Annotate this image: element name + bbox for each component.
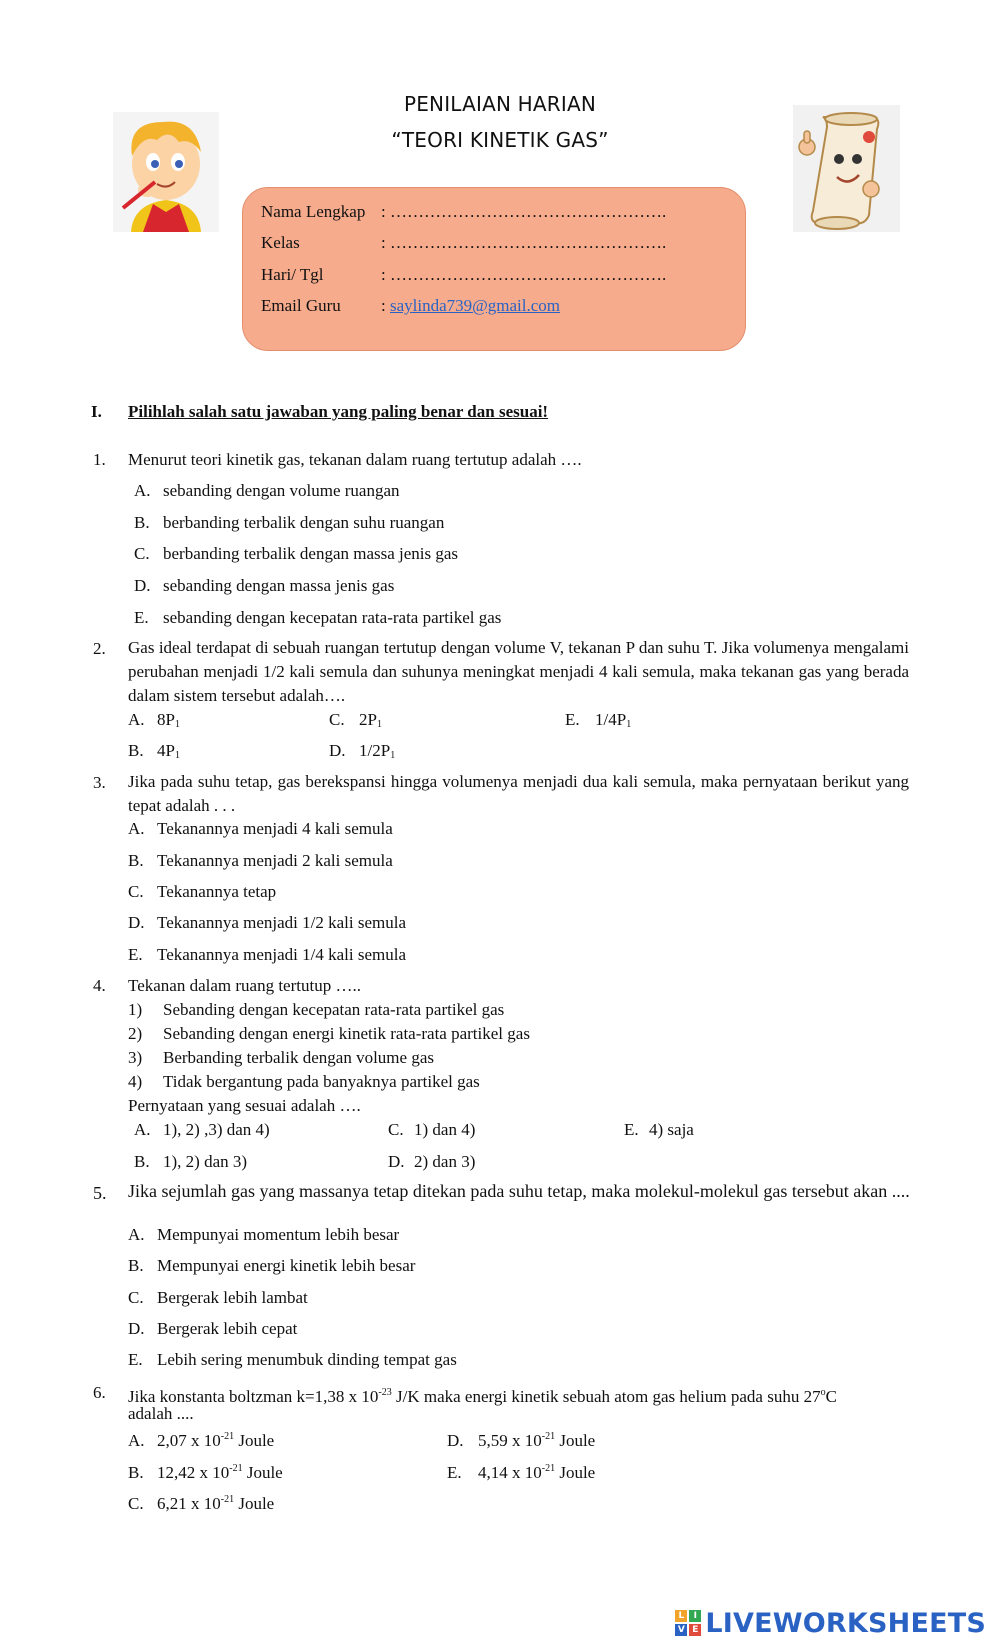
option-text: 1), 2) ,3) dan 4) — [163, 1120, 270, 1139]
answer-option[interactable] — [447, 1426, 595, 1452]
answer-option[interactable] — [128, 1287, 308, 1309]
option-text: sebanding dengan volume ruangan — [163, 481, 400, 500]
statement-text: Sebanding dengan energi kinetik rata-rata partikel gas — [163, 1024, 530, 1043]
option-text: Bergerak lebih cepat — [157, 1319, 298, 1338]
option-letter: A. — [128, 1225, 145, 1244]
question-text: Gas ideal terdapat di sebuah ruangan tertutup dengan volume V, tekanan P dan suhu T. Jika volumenya mengalami perubahan menjadi 1/2 kali semula dan suhunya meningkat menjadi 4 kali semula, maka tekanan gas yang berada dalam sistem tersebut adalah…. — [128, 638, 909, 705]
option-letter: B. — [128, 851, 144, 870]
answer-option[interactable] — [128, 1349, 457, 1371]
info-label: Kelas — [261, 233, 300, 252]
question-text-part: Jika konstanta boltzman k=1,38 x 10 — [128, 1387, 379, 1406]
answer-option[interactable] — [134, 512, 444, 534]
option-text: Tekanannya menjadi 2 kali semula — [157, 851, 393, 870]
option-text: 5,59 x 10 — [478, 1431, 542, 1450]
teacher-email-link[interactable]: saylinda739@gmail.com — [389, 296, 561, 315]
answer-option[interactable] — [128, 1489, 274, 1515]
answer-option[interactable] — [624, 1119, 694, 1141]
answer-option[interactable] — [128, 1458, 283, 1484]
option-letter: A. — [128, 1431, 145, 1450]
option-letter: A. — [128, 710, 145, 729]
answer-option[interactable] — [134, 1151, 247, 1173]
question-text: Tekanan dalam ruang tertutup ….. — [128, 976, 361, 995]
statement-number: 1) — [128, 1000, 143, 1019]
statement-text: Berbanding terbalik dengan volume gas — [163, 1048, 434, 1067]
unit: Joule — [234, 1431, 275, 1450]
answer-option[interactable] — [128, 850, 393, 872]
subscript: 1 — [390, 750, 396, 761]
answer-option[interactable] — [565, 709, 631, 736]
section-number: I. — [91, 402, 102, 421]
statement-number: 3) — [128, 1048, 143, 1067]
option-letter: B. — [128, 741, 144, 760]
answer-option[interactable] — [128, 881, 276, 903]
boy-thinking-illustration — [113, 112, 219, 232]
option-letter: E. — [447, 1463, 462, 1482]
logo-letter: L — [675, 1610, 687, 1622]
info-row-name[interactable] — [261, 200, 666, 224]
answer-option[interactable] — [447, 1458, 595, 1484]
option-letter: D. — [447, 1431, 464, 1450]
option-letter: E. — [624, 1120, 639, 1139]
degree-mark: o — [820, 1387, 826, 1398]
option-text: 8P — [157, 710, 175, 729]
answer-option[interactable] — [134, 575, 394, 597]
question-text: Menurut teori kinetik gas, tekanan dalam ruang tertutup adalah …. — [128, 450, 582, 469]
option-letter: B. — [134, 1152, 150, 1171]
exponent: -23 — [378, 1387, 392, 1398]
info-label: Nama Lengkap — [261, 202, 366, 221]
exponent: -21 — [220, 1494, 235, 1505]
option-letter: C. — [128, 1494, 144, 1513]
option-text: berbanding terbalik dengan suhu ruangan — [163, 513, 445, 532]
option-text: berbanding terbalik dengan massa jenis gas — [163, 544, 459, 563]
option-text: 1/2P — [359, 741, 391, 760]
option-letter: E. — [134, 608, 149, 627]
option-text: 2P — [359, 710, 377, 729]
option-text: 4,14 x 10 — [478, 1463, 542, 1482]
option-letter: E. — [128, 1350, 143, 1369]
subscript: 1 — [174, 750, 180, 761]
answer-option[interactable] — [134, 480, 400, 502]
option-letter: D. — [388, 1152, 405, 1171]
answer-option[interactable] — [388, 1151, 475, 1173]
question-number: 5. — [93, 1183, 107, 1203]
option-text: 2,07 x 10 — [157, 1431, 221, 1450]
page-title-line2: “TEORI KINETIK GAS” — [391, 128, 609, 152]
answer-option[interactable] — [388, 1119, 475, 1141]
statement-text: Tidak bergantung pada banyaknya partikel gas — [163, 1072, 480, 1091]
info-label: Hari/ Tgl — [261, 265, 324, 284]
option-text: 2) dan 3) — [414, 1152, 476, 1171]
statement-item — [128, 1023, 530, 1045]
option-text: Lebih sering menumbuk dinding tempat gas — [157, 1350, 457, 1369]
question-text: Jika sejumlah gas yang massanya tetap ditekan pada suhu tetap, maka molekul-molekul gas tersebut akan .... — [128, 1181, 910, 1201]
question-text-part: J/K maka energi kinetik sebuah atom gas helium pada suhu 27 — [391, 1387, 821, 1406]
question-text-line2: adalah .... — [128, 1404, 194, 1423]
option-letter: D. — [128, 1319, 145, 1338]
answer-option[interactable] — [128, 912, 406, 934]
option-letter: A. — [128, 819, 145, 838]
option-letter: B. — [128, 1256, 144, 1275]
unit: Joule — [234, 1494, 275, 1513]
logo-text: LIVEWORKSHEETS — [705, 1607, 986, 1639]
question-number: 1. — [93, 450, 106, 469]
logo-mark-icon — [675, 1610, 701, 1636]
option-text: Tekanannya tetap — [157, 882, 277, 901]
question-text — [128, 1382, 837, 1408]
unit: Joule — [555, 1431, 596, 1450]
option-text: Tekanannya menjadi 4 kali semula — [157, 819, 393, 838]
answer-option[interactable] — [128, 944, 406, 966]
question-text-part: C — [825, 1387, 837, 1406]
info-row-email — [261, 294, 560, 318]
exponent: -21 — [541, 1431, 556, 1442]
option-text: 6,21 x 10 — [157, 1494, 221, 1513]
info-value-blank: : …………………………………………. — [381, 265, 667, 284]
option-letter: A. — [134, 1120, 151, 1139]
option-text: Tekanannya menjadi 1/2 kali semula — [157, 913, 407, 932]
email-colon: : — [381, 296, 390, 315]
statement-number: 2) — [128, 1024, 143, 1043]
student-info-box — [242, 187, 746, 351]
statement-text: Sebanding dengan kecepatan rata-rata partikel gas — [163, 1000, 505, 1019]
unit: Joule — [555, 1463, 596, 1482]
subscript: 1 — [626, 719, 632, 730]
option-letter: D. — [134, 576, 151, 595]
logo-letter: E — [689, 1624, 701, 1636]
option-text: Mempunyai momentum lebih besar — [157, 1225, 400, 1244]
answer-option[interactable] — [128, 818, 393, 840]
answer-option[interactable] — [128, 740, 180, 767]
question-prompt: Pernyataan yang sesuai adalah …. — [128, 1096, 361, 1115]
scroll-mascot-illustration — [793, 105, 900, 232]
answer-option[interactable] — [329, 709, 382, 736]
option-text: 1) dan 4) — [414, 1120, 476, 1139]
answer-option[interactable] — [128, 1224, 399, 1246]
exponent: -21 — [220, 1431, 235, 1442]
question-number: 4. — [93, 976, 106, 995]
statement-number: 4) — [128, 1072, 143, 1091]
option-letter: C. — [134, 544, 150, 563]
question-number: 6. — [93, 1383, 106, 1402]
answer-option[interactable] — [134, 607, 501, 629]
answer-option[interactable] — [329, 740, 395, 767]
question-number: 2. — [93, 639, 106, 658]
info-label: Email Guru — [261, 296, 341, 315]
statement-item — [128, 999, 504, 1021]
unit: Joule — [242, 1463, 283, 1482]
section-title: Pilihlah salah satu jawaban yang paling benar dan sesuai! — [128, 402, 549, 421]
option-text: Tekanannya menjadi 1/4 kali semula — [157, 945, 407, 964]
logo-letter: I — [689, 1610, 701, 1622]
option-text: 1/4P — [595, 710, 627, 729]
option-text: Mempunyai energi kinetik lebih besar — [157, 1256, 416, 1275]
question-text: Jika pada suhu tetap, gas berekspansi hingga volumenya menjadi dua kali semula, maka pernyataan berikut yang tepat adalah . . . — [128, 772, 909, 815]
option-text: 4) saja — [649, 1120, 694, 1139]
option-text: sebanding dengan kecepatan rata-rata partikel gas — [163, 608, 502, 627]
option-text: sebanding dengan massa jenis gas — [163, 576, 395, 595]
option-letter: B. — [134, 513, 150, 532]
subscript: 1 — [174, 719, 180, 730]
page-title-line1: PENILAIAN HARIAN — [403, 92, 597, 116]
info-row-class[interactable] — [261, 231, 666, 255]
answer-option[interactable] — [128, 709, 180, 736]
logo-letter: V — [675, 1624, 687, 1636]
statement-item — [128, 1047, 434, 1069]
liveworksheets-logo[interactable] — [675, 1606, 986, 1640]
exponent: -21 — [541, 1463, 556, 1474]
option-letter: C. — [128, 1288, 144, 1307]
exponent: -21 — [229, 1463, 243, 1474]
option-letter: C. — [329, 710, 345, 729]
option-letter: E. — [128, 945, 143, 964]
answer-option[interactable] — [128, 1255, 415, 1277]
option-letter: C. — [128, 882, 144, 901]
option-text: 12,42 x 10 — [157, 1463, 230, 1482]
answer-option[interactable] — [134, 543, 458, 565]
statement-item — [128, 1071, 480, 1093]
info-value-blank: : …………………………………………. — [381, 202, 667, 221]
answer-option[interactable] — [128, 1426, 274, 1452]
option-letter: C. — [388, 1120, 404, 1139]
option-letter: B. — [128, 1463, 144, 1482]
option-letter: D. — [128, 913, 145, 932]
answer-option[interactable] — [134, 1119, 270, 1141]
answer-option[interactable] — [128, 1318, 297, 1340]
option-text: Bergerak lebih lambat — [157, 1288, 308, 1307]
subscript: 1 — [376, 719, 382, 730]
option-letter: D. — [329, 741, 346, 760]
option-text: 4P — [157, 741, 175, 760]
option-letter: E. — [565, 710, 580, 729]
question-number: 3. — [93, 773, 106, 792]
info-row-date[interactable] — [261, 263, 666, 287]
info-value-blank: : …………………………………………. — [381, 233, 667, 252]
option-text: 1), 2) dan 3) — [163, 1152, 248, 1171]
option-letter: A. — [134, 481, 151, 500]
